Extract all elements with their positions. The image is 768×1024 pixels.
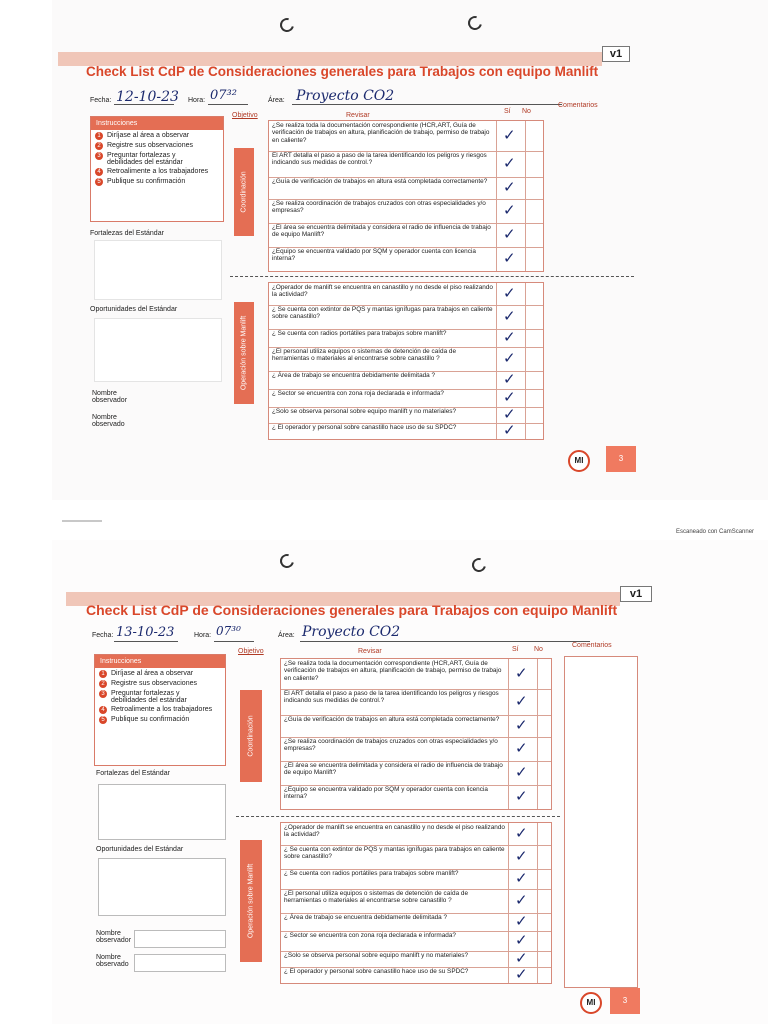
check-mark-icon[interactable]: ✓ xyxy=(515,912,528,931)
check-mark-icon[interactable]: ✓ xyxy=(503,284,516,303)
fecha-label: Fecha: xyxy=(90,97,112,104)
nombre-observado-field[interactable] xyxy=(134,954,226,972)
oportunidades-label: Oportunidades del Estándar xyxy=(90,306,178,313)
check-mark-icon[interactable]: ✓ xyxy=(503,154,516,173)
group-operacion xyxy=(280,822,552,984)
scan-smudge xyxy=(62,520,102,522)
step-number-icon: 5 xyxy=(95,178,103,186)
table-row: ¿Operador de manlift se encuentra en canastillo y no desde el piso realizando la actividad? ✓ xyxy=(281,823,551,846)
binder-hole-left xyxy=(277,551,296,570)
check-mark-icon[interactable]: ✓ xyxy=(515,965,528,984)
oportunidades-box[interactable] xyxy=(98,858,226,916)
instruction-item: 3 Preguntar fortalezas y debilidades del estándar xyxy=(95,152,223,166)
coordinacion-label: Coordinación xyxy=(240,690,262,782)
table-row: ¿ Área de trabajo se encuentra debidamente delimitada ? ✓ xyxy=(269,371,543,390)
hora-underline xyxy=(214,641,254,642)
binder-hole-left xyxy=(277,15,296,34)
area-label: Área: xyxy=(278,632,295,639)
nombre-observado-label: Nombre observado xyxy=(96,954,129,968)
instruction-item: 4 Retroalimente a los trabajadores xyxy=(99,706,225,714)
instruction-item: 1 Diríjase al área a observar xyxy=(95,132,223,140)
instruction-item: 5 Publique su confirmación xyxy=(95,178,223,186)
step-number-icon: 4 xyxy=(99,706,107,714)
fortalezas-label: Fortalezas del Estándar xyxy=(90,230,164,237)
fortalezas-label: Fortalezas del Estándar xyxy=(96,770,170,777)
coordinacion-label: Coordinación xyxy=(234,148,254,236)
table-row: ¿ Sector se encuentra con zona roja declarada e informada? ✓ xyxy=(281,931,551,952)
page-number: 3 xyxy=(610,988,640,1014)
table-row: ¿El personal utiliza equipos o sistemas de detención de caída de herramientas o materiales al encontrarse sobre canastillo ? ✓ xyxy=(281,889,551,914)
table-row: ¿El área se encuentra delimitada y considera el radio de influencia de trabajo de equipo Manlift? ✓ xyxy=(269,223,543,248)
area-value: Proyecto CO2 xyxy=(296,88,395,104)
check-mark-icon[interactable]: ✓ xyxy=(515,716,528,735)
table-row: ¿ El operador y personal sobre canastillo hace uso de su SPDC? ✓ xyxy=(269,423,543,439)
section-divider xyxy=(236,816,560,817)
table-row: ¿El personal utiliza equipos o sistemas de detención de caída de herramientas o materiales al encontrarse sobre canastillo ? ✓ xyxy=(269,347,543,372)
section-divider xyxy=(230,276,634,277)
area-value: Proyecto CO2 xyxy=(302,624,401,640)
step-number-icon: 1 xyxy=(99,670,107,678)
check-mark-icon[interactable]: ✓ xyxy=(503,388,516,407)
comentarios-header: Comentarios xyxy=(572,642,612,649)
version-box: v1 xyxy=(602,46,630,62)
table-row: ¿ Área de trabajo se encuentra debidamente delimitada ? ✓ xyxy=(281,913,551,932)
fecha-label: Fecha: xyxy=(92,632,114,639)
revisar-header: Revisar xyxy=(346,112,370,119)
binder-hole-right xyxy=(469,555,488,574)
check-mark-icon[interactable]: ✓ xyxy=(503,349,516,368)
check-mark-icon[interactable]: ✓ xyxy=(515,949,528,968)
table-row: ¿ Se cuenta con extintor de PQS y mantas ignífugas para trabajos en caliente sobre canastillo? ✓ xyxy=(281,845,551,870)
group-coordinacion xyxy=(280,658,552,810)
check-mark-icon[interactable]: ✓ xyxy=(503,126,516,145)
table-row: ¿Se realiza coordinación de trabajos cruzados con otras especialidades y/o empresas? ✓ xyxy=(269,199,543,224)
binder-hole-right xyxy=(465,13,484,32)
fortalezas-box[interactable] xyxy=(98,784,226,840)
table-row: ¿ Sector se encuentra con zona roja declarada e informada? ✓ xyxy=(269,389,543,408)
hora-label: Hora: xyxy=(194,632,212,639)
comments-box[interactable] xyxy=(564,656,638,988)
oportunidades-label: Oportunidades del Estándar xyxy=(96,846,184,853)
nombre-observado-label: Nombre observado xyxy=(92,414,125,428)
hora-label: Hora: xyxy=(188,97,206,104)
table-row: ¿Solo se observa personal sobre equipo manlift y no materiales? ✓ xyxy=(269,407,543,424)
check-mark-icon[interactable]: ✓ xyxy=(503,225,516,244)
instruction-item: 2 Registre sus observaciones xyxy=(95,142,223,150)
nombre-observador-label: Nombre observador xyxy=(96,930,132,944)
no-header: No xyxy=(522,108,531,115)
table-row: ¿Se realiza toda la documentación correspondiente (HCR,ART, Guía de verificación de trabajos en altura, planificación de trabajo, permiso de trabajo en caliente? ✓ xyxy=(281,659,551,690)
step-number-icon: 4 xyxy=(95,168,103,176)
check-mark-icon[interactable]: ✓ xyxy=(503,201,516,220)
instructions-box xyxy=(94,654,226,766)
check-mark-icon[interactable]: ✓ xyxy=(503,178,516,197)
area-underline xyxy=(292,104,562,105)
page-title: Check List CdP de Consideraciones generales para Trabajos con equipo Manlift xyxy=(86,64,599,79)
area-label: Área: xyxy=(268,97,285,104)
operacion-label: Operación sobre Manlift xyxy=(240,840,262,962)
si-header: Sí xyxy=(504,108,511,115)
step-number-icon: 5 xyxy=(99,716,107,724)
instructions-title: Instrucciones xyxy=(91,117,223,130)
step-number-icon: 2 xyxy=(99,680,107,688)
check-mark-icon[interactable]: ✓ xyxy=(503,421,516,440)
fecha-underline xyxy=(114,104,174,105)
check-mark-icon[interactable]: ✓ xyxy=(515,869,528,888)
table-row: ¿ Se cuenta con extintor de PQS y mantas ignífugas para trabajos en caliente sobre canastillo? ✓ xyxy=(269,305,543,330)
check-mark-icon[interactable]: ✓ xyxy=(515,787,528,806)
table-row: ¿Operador de manlift se encuentra en canastillo y no desde el piso realizando la actividad? ✓ xyxy=(269,283,543,306)
group-coordinacion xyxy=(268,120,544,272)
check-mark-icon[interactable]: ✓ xyxy=(515,763,528,782)
si-header: Sí xyxy=(512,646,519,653)
comentarios-header: Comentarios xyxy=(558,102,598,109)
table-row: ¿Equipo se encuentra validado por SQM y operador cuenta con licencia interna? ✓ xyxy=(281,785,551,809)
oportunidades-box[interactable] xyxy=(94,318,222,382)
table-row: ¿El área se encuentra delimitada y considera el radio de influencia de trabajo de equipo Manlift? ✓ xyxy=(281,761,551,786)
checklist-page-1 xyxy=(52,0,768,500)
fortalezas-box[interactable] xyxy=(94,240,222,300)
instruction-item: 5 Publique su confirmación xyxy=(99,716,225,724)
hora-underline xyxy=(208,104,248,105)
table-row: ¿Guía de verificación de trabajos en altura está completada correctamente? ✓ xyxy=(281,715,551,738)
check-mark-icon[interactable]: ✓ xyxy=(515,891,528,910)
table-row: El ART detalla el paso a paso de la tarea identificando los peligros y riesgos indicando sus medidas de control.? ✓ xyxy=(269,151,543,178)
table-row: El ART detalla el paso a paso de la tarea identificando los peligros y riesgos indicando sus medidas de control.? ✓ xyxy=(281,689,551,716)
check-mark-icon[interactable]: ✓ xyxy=(503,328,516,347)
check-mark-icon[interactable]: ✓ xyxy=(515,692,528,711)
fecha-value: 13-10-23 xyxy=(116,625,175,640)
instruction-item: 1 Diríjase al área a observar xyxy=(99,670,225,678)
table-row: ¿ Se cuenta con radios portátiles para trabajos sobre manlift? ✓ xyxy=(269,329,543,348)
page-number: 3 xyxy=(606,446,636,472)
instructions-title: Instrucciones xyxy=(95,655,225,668)
company-logo-icon: MI xyxy=(568,450,590,472)
scanner-note: Escaneado con CamScanner xyxy=(676,529,755,535)
step-number-icon: 2 xyxy=(95,142,103,150)
no-header: No xyxy=(534,646,543,653)
check-mark-icon[interactable]: ✓ xyxy=(515,847,528,866)
nombre-observador-field[interactable] xyxy=(134,930,226,948)
area-underline xyxy=(300,641,590,642)
fecha-value: 12-10-23 xyxy=(116,89,179,105)
group-operacion xyxy=(268,282,544,440)
company-logo-icon: MI xyxy=(580,992,602,1014)
hora-value: 07³² xyxy=(210,88,237,103)
table-row: ¿Solo se observa personal sobre equipo manlift y no materiales? ✓ xyxy=(281,951,551,968)
objetivo-header: Objetivo xyxy=(232,112,258,119)
nombre-observador-label: Nombre observador xyxy=(92,390,128,404)
check-mark-icon[interactable]: ✓ xyxy=(515,664,528,683)
check-mark-icon[interactable]: ✓ xyxy=(515,824,528,843)
operacion-label: Operación sobre Manlift xyxy=(234,302,254,404)
step-number-icon: 1 xyxy=(95,132,103,140)
check-mark-icon[interactable]: ✓ xyxy=(503,249,516,268)
check-mark-icon[interactable]: ✓ xyxy=(503,405,516,424)
revisar-header: Revisar xyxy=(358,648,382,655)
check-mark-icon[interactable]: ✓ xyxy=(503,307,516,326)
instruction-item: 4 Retroalimente a los trabajadores xyxy=(95,168,223,176)
version-box: v1 xyxy=(620,586,652,602)
step-number-icon: 3 xyxy=(99,690,107,698)
hora-value: 07³⁰ xyxy=(216,624,241,638)
instructions-box xyxy=(90,116,224,222)
table-row: ¿Equipo se encuentra validado por SQM y operador cuenta con licencia interna? ✓ xyxy=(269,247,543,271)
checklist-page-2 xyxy=(52,540,768,1024)
table-row: ¿Se realiza toda la documentación correspondiente (HCR,ART, Guía de verificación de trabajos en altura, planificación de trabajo, permiso de trabajo en caliente? ✓ xyxy=(269,121,543,152)
instruction-item: 3 Preguntar fortalezas y debilidades del estándar xyxy=(99,690,225,704)
fecha-underline xyxy=(114,641,178,642)
check-mark-icon[interactable]: ✓ xyxy=(515,739,528,758)
table-row: ¿ El operador y personal sobre canastillo hace uso de su SPDC? ✓ xyxy=(281,967,551,983)
check-mark-icon[interactable]: ✓ xyxy=(515,931,528,950)
check-mark-icon[interactable]: ✓ xyxy=(503,370,516,389)
table-row: ¿Guía de verificación de trabajos en altura está completada correctamente? ✓ xyxy=(269,177,543,200)
step-number-icon: 3 xyxy=(95,152,103,160)
instruction-item: 2 Registre sus observaciones xyxy=(99,680,225,688)
objetivo-header: Objetivo xyxy=(238,648,264,655)
table-row: ¿ Se cuenta con radios portátiles para trabajos sobre manlift? ✓ xyxy=(281,869,551,890)
page-title: Check List CdP de Consideraciones generales para Trabajos con equipo Manlift xyxy=(86,602,618,618)
table-row: ¿Se realiza coordinación de trabajos cruzados con otras especialidades y/o empresas? ✓ xyxy=(281,737,551,762)
